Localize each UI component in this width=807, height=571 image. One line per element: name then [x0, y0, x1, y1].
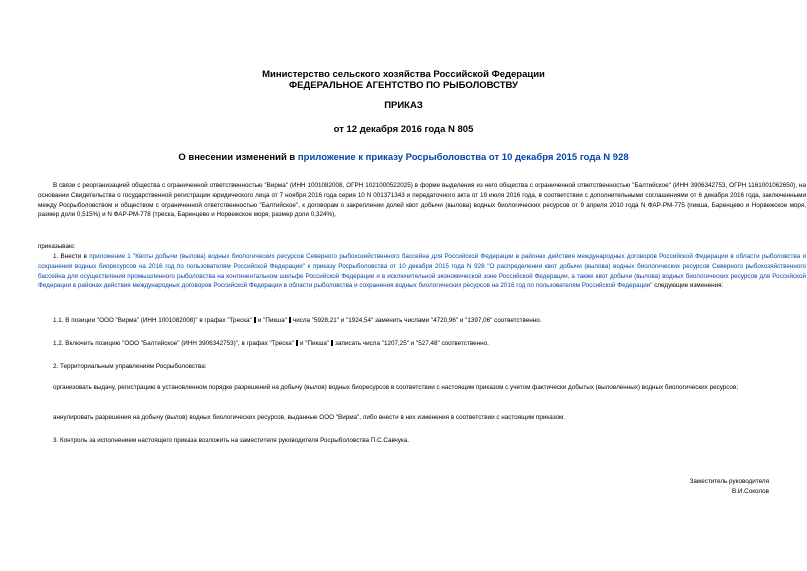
item1-suffix: следующие изменения:	[652, 282, 724, 290]
ministry-heading: Министерство сельского хозяйства Российской Федерации	[262, 69, 545, 80]
document-title	[0, 152, 807, 163]
doc-date-number: от 12 декабря 2016 года N 805	[333, 124, 474, 135]
item2-b-paragraph: аннулировать разрешения на добычу (вылов) водных биологических ресурсов, выданные ООО "Вирма", либо внести в них изменения в соответствии с настоящим приказом.	[53, 414, 566, 421]
title-prefix: О внесении изменений в	[178, 152, 298, 163]
footnote-marker-icon	[331, 340, 333, 346]
signature-position: Заместитель руководителя	[689, 478, 769, 485]
preamble-paragraph: В связи с реорганизацией общества с ограниченной ответственностью "Вирма" (ИНН 1001082008, ОГРН 1021000522025) в форме выделения из него общества с ограниченной ответственностью "Балтийское" (ИНН 3906342753, ОГРН 1161001062650), на основании Свидетельства о государственной регистрации юридического лица от 7 ноября 2016 года серия 10 N 001371343 и передаточного акта от 19 июля 2016 года, в соответствии с дополнительными соглашениями от 6 декабря 2016 года, заключенными между Росрыболовством и обществом с ограниченной ответственностью "Балтийское", к договорам о закреплении долей квот добычи (вылова) водных биологических ресурсов от 9 апреля 2010 года N ФАР-РМ-775 (пикша, Баренцево и Норвежское моря, размер доли 0,515%) и N ФАР-РМ-778 (треска, Баренцево и Норвежское моря, размер доли 0,324%),	[38, 182, 806, 219]
footnote-marker-icon	[296, 340, 298, 346]
item1-link[interactable]: приложение 1 "Квоты добычи (вылова) водных биологических ресурсов Северного рыбохозяйственного бассейна для Российской Федерации в районах действия международных договоров Российской Федерации в области рыболовства и сохранения водных биоресурсов на 2016 год по пользователям Российской Федерации" к приказу Росрыболовства от 10 декабря 2015 года N 928 "О распределении квот добычи (вылова) водных биологических ресурсов Северного рыбохозяйственного бассейна для осуществления промышленного рыболовства на континентальном шельфе Российской Федерации и в исключительной экономической зоне Российской Федерации, а также квот добычи (вылова) водных биологических ресурсов для Российской Федерации в районах действия международных договоров Российской Федерации в области рыболовства и сохранения водных биологических ресурсов на 2016 год по пользователям Российской Федерации"	[38, 253, 807, 290]
item1-2-a: 1.2. Включить позицию "ООО "Балтийское" (ИНН 3906342753)", в графах "Треска"	[53, 340, 295, 347]
item2-a-paragraph: организовать выдачу, регистрацию в установленном порядке разрешений на добычу (вылов) водных биоресурсов в соответствии с настоящим приказом с учетом фактически добытых (выловленных) водных биологических ресурсов;	[53, 384, 739, 391]
title-link[interactable]: приложение к приказу Росрыболовства от 10 декабря 2015 года N 928	[297, 152, 629, 163]
item1-2-paragraph	[38, 339, 806, 349]
item2-paragraph: 2. Территориальным управлениям Росрыболовства:	[53, 363, 207, 370]
item1-paragraph	[38, 252, 806, 291]
item1-2-b: и "Пикша"	[300, 340, 330, 347]
agency-heading: ФЕДЕРАЛЬНОЕ АГЕНТСТВО ПО РЫБОЛОВСТВУ	[289, 80, 518, 91]
item1-prefix: 1. Внести в	[53, 253, 90, 260]
item1-1-paragraph	[38, 316, 806, 326]
item3-paragraph: 3. Контроль за исполнением настоящего приказа возложить на заместителя руководителя Росрыболовства П.С.Савчука.	[53, 437, 410, 444]
footnote-marker-icon	[289, 317, 291, 323]
signature-name: В.И.Соколов	[731, 488, 769, 495]
order-word: приказываю:	[38, 243, 76, 250]
item1-1-b: и "Пикша"	[257, 317, 287, 324]
item1-1-a: 1.1. В позиции "ООО "Вирма" (ИНН 1001082008)" в графах "Треска"	[53, 317, 252, 324]
item1-2-c: записать числа "1207,25" и "527,48" соответственно.	[335, 340, 489, 347]
footnote-marker-icon	[254, 317, 256, 323]
doc-type: ПРИКАЗ	[384, 100, 423, 111]
item1-1-c: числа "5928,21" и "1924,54" заменить числами "4720,96" и "1397,06" соответственно.	[292, 317, 542, 324]
